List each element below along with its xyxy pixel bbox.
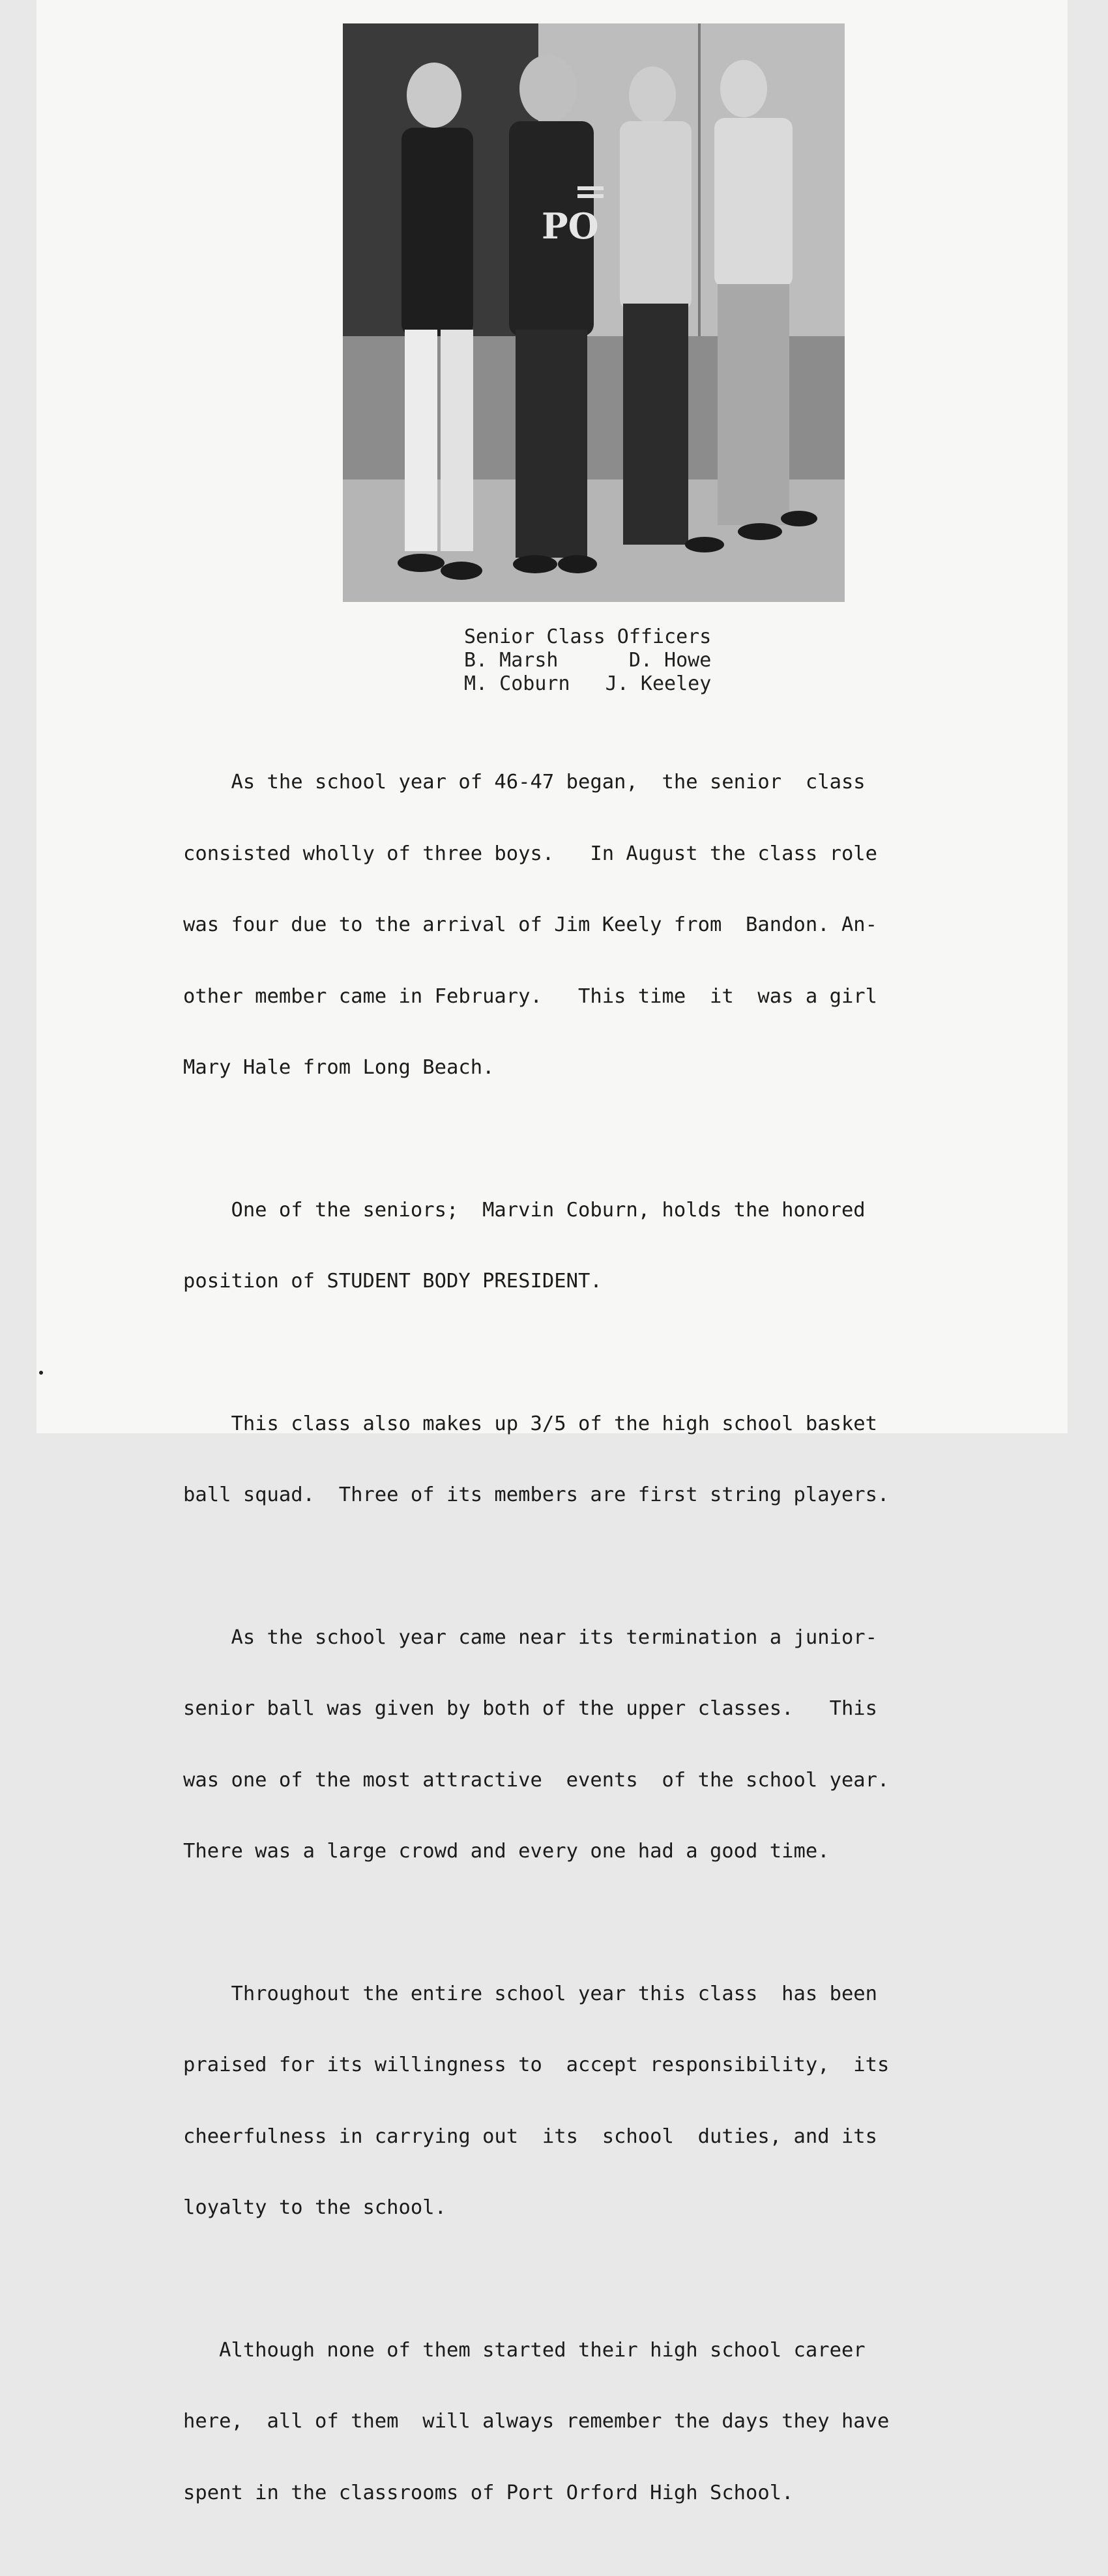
- text-line: ball squad. Three of its members are first string players.: [183, 1483, 890, 1506]
- officer-name: M. Coburn: [464, 672, 570, 695]
- text-line: As the school year came near its termination a junior-: [183, 1625, 878, 1649]
- photo-caption: [464, 625, 803, 696]
- class-history-text: [183, 723, 1011, 2576]
- photo-illustration: [343, 23, 845, 602]
- paragraph-3: [183, 1365, 1011, 1555]
- text-line: was four due to the arrival of Jim Keely from Bandon. An-: [183, 913, 878, 936]
- text-line: One of the seniors; Marvin Coburn, holds the honored: [183, 1198, 866, 1222]
- text-line: here, all of them will always remember the days they have: [183, 2410, 890, 2433]
- text-line: There was a large crowd and every one had a good time.: [183, 1840, 830, 1863]
- caption-title: Senior Class Officers: [464, 625, 712, 648]
- paragraph-2: [183, 1151, 1011, 1341]
- text-line: consisted wholly of three boys. In August the class role: [183, 842, 878, 865]
- paragraph-6: [183, 2291, 1011, 2553]
- paragraph-4: [183, 1579, 1011, 1911]
- officer-name: B. Marsh: [464, 649, 559, 672]
- officer-name: J. Keeley: [605, 672, 712, 695]
- text-line: position of STUDENT BODY PRESIDENT.: [183, 1270, 602, 1293]
- text-line: loyalty to the school.: [183, 2196, 446, 2219]
- caption-names-row-2: [464, 672, 803, 696]
- senior-officers-photo: [343, 23, 845, 602]
- margin-mark: [39, 1371, 43, 1375]
- text-line: This class also makes up 3/5 of the high school basket: [183, 1412, 878, 1435]
- yearbook-page: [36, 0, 1068, 2504]
- text-line: other member came in February. This time it was a girl: [183, 984, 878, 1008]
- text-line: cheerfulness in carrying out its school duties, and its: [183, 2125, 878, 2148]
- caption-names-row-1: [464, 649, 803, 672]
- text-line: Mary Hale from Long Beach.: [183, 1056, 495, 1079]
- officer-name: D. Howe: [628, 649, 712, 672]
- text-line: spent in the classrooms of Port Orford High School.: [183, 2481, 794, 2504]
- text-line: praised for its willingness to accept responsibility, its: [183, 2054, 890, 2076]
- paragraph-1: [183, 723, 1011, 1128]
- text-line: senior ball was given by both of the upper classes. This: [183, 1697, 878, 1720]
- paragraph-5: [183, 1935, 1011, 2268]
- text-line: was one of the most attractive events of the school year.: [183, 1768, 890, 1792]
- text-line: Throughout the entire school year this class has been: [183, 1982, 878, 2005]
- text-line: Although none of them started their high school career: [183, 2338, 866, 2362]
- jacket-letter-patch: PO: [542, 205, 599, 247]
- text-line: As the school year of 46-47 began, the senior class: [183, 771, 866, 794]
